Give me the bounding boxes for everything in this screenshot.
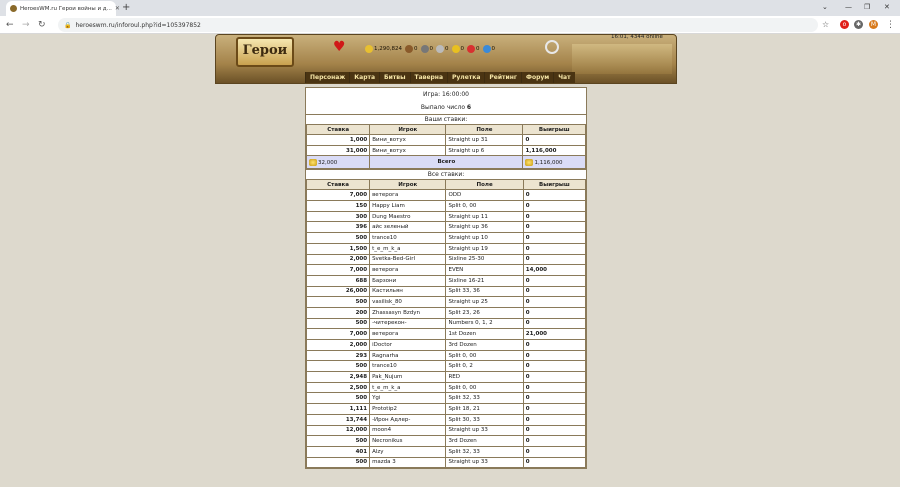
bet-amount: 300 xyxy=(307,211,370,222)
bet-amount: 500 xyxy=(307,297,370,308)
bet-field: Straight up 19 xyxy=(446,243,523,254)
column-header: Ставка xyxy=(307,180,370,190)
player-name[interactable]: moon4 xyxy=(370,425,446,436)
bet-amount: 2,948 xyxy=(307,372,370,383)
extension-icon[interactable]: o xyxy=(840,20,849,29)
table-row xyxy=(307,275,586,286)
table-row xyxy=(307,318,586,329)
winnings: 21,000 xyxy=(523,329,585,340)
winnings: 0 xyxy=(523,393,585,404)
table-row xyxy=(307,382,586,393)
bet-field: Sixline 16-21 xyxy=(446,275,523,286)
my-bets-title: Ваши ставки: xyxy=(306,114,586,124)
table-row xyxy=(307,211,586,222)
bet-amount: 500 xyxy=(307,361,370,372)
game-page xyxy=(0,34,900,487)
bookmark-star-icon[interactable]: ☆ xyxy=(822,20,830,29)
profile-avatar[interactable]: M xyxy=(870,21,877,28)
table-row xyxy=(307,297,586,308)
gold-icon xyxy=(365,45,373,53)
player-name[interactable]: Ragnarha xyxy=(370,350,446,361)
result-number: 6 xyxy=(466,104,472,111)
column-header: Ставка xyxy=(307,125,370,135)
player-name[interactable]: mazda 3 xyxy=(370,457,446,468)
player-name[interactable]: Pak_Nujum xyxy=(370,372,446,383)
table-row xyxy=(307,286,586,297)
bet-field: EVEN xyxy=(446,265,523,276)
bet-field: ODD xyxy=(446,190,523,201)
ore-resource: 0 xyxy=(421,45,434,53)
bet-amount: 500 xyxy=(307,457,370,468)
player-name[interactable]: Ygi xyxy=(370,393,446,404)
bet-field: Split 0, 00 xyxy=(446,382,523,393)
player-name[interactable]: Svetka-Bed-Girl xyxy=(370,254,446,265)
table-row xyxy=(307,222,586,233)
new-tab-button[interactable]: + xyxy=(122,2,131,13)
bet-amount: 150 xyxy=(307,201,370,212)
winnings: 0 xyxy=(523,372,585,383)
column-header: Поле xyxy=(446,125,523,135)
player-name[interactable]: Necronikus xyxy=(370,436,446,447)
winnings: 0 xyxy=(523,404,585,415)
resource-bar xyxy=(365,43,495,55)
player-name[interactable]: -Ирон Адлер- xyxy=(370,414,446,425)
all-bets-table xyxy=(306,179,586,468)
sulfur-resource: 0 xyxy=(452,45,465,53)
maximize-button[interactable]: ❐ xyxy=(864,3,871,11)
wood-icon xyxy=(405,45,413,53)
player-name[interactable]: Zhassasyn Bzdyn xyxy=(370,307,446,318)
player-name[interactable]: Кастильян xyxy=(370,286,446,297)
winnings: 0 xyxy=(523,340,585,351)
bet-amount: 293 xyxy=(307,350,370,361)
column-header: Выигрыш xyxy=(523,180,585,190)
site-favicon-icon xyxy=(10,5,17,12)
table-row xyxy=(307,340,586,351)
bet-field: Split 0, 2 xyxy=(446,361,523,372)
mercury-resource: 0 xyxy=(436,45,449,53)
gold-icon xyxy=(525,159,533,166)
menu-map[interactable]: Карта xyxy=(349,72,379,83)
player-name[interactable]: t_e_m_k_a xyxy=(370,243,446,254)
table-row xyxy=(307,436,586,447)
browser-tab[interactable] xyxy=(6,1,120,16)
player-name[interactable]: Вини_вотух xyxy=(370,135,446,146)
winnings: 0 xyxy=(523,350,585,361)
table-row xyxy=(307,233,586,244)
winnings: 0 xyxy=(523,318,585,329)
bet-amount: 31,000 xyxy=(307,145,370,156)
extensions-puzzle-icon[interactable]: ✱ xyxy=(855,21,862,28)
castle-decoration xyxy=(572,44,672,74)
table-row xyxy=(307,135,586,146)
crystal-resource: 0 xyxy=(467,45,480,53)
winnings: 0 xyxy=(523,436,585,447)
game-result: Выпало число 6 xyxy=(420,104,472,111)
player-name[interactable]: Вини_вотух xyxy=(370,145,446,156)
bet-field: Straight up 31 xyxy=(446,135,523,146)
all-bets-title: Все ставки: xyxy=(306,169,586,179)
bet-field: Straight up 10 xyxy=(446,233,523,244)
gold-resource: 1,290,824 xyxy=(365,45,402,53)
url-input[interactable] xyxy=(58,18,818,32)
bet-field: Straight up 11 xyxy=(446,211,523,222)
winnings: 0 xyxy=(523,286,585,297)
mercury-icon xyxy=(436,45,444,53)
winnings: 0 xyxy=(523,297,585,308)
menu-roulette[interactable]: Рулетка xyxy=(447,72,484,83)
bet-amount: 500 xyxy=(307,393,370,404)
forward-button[interactable]: → xyxy=(22,20,30,30)
tab-title: HeroesWM.ru Герои войны и д... xyxy=(20,5,112,12)
winnings: 0 xyxy=(523,190,585,201)
bet-amount: 396 xyxy=(307,222,370,233)
player-name[interactable]: ветерога xyxy=(370,329,446,340)
main-menu xyxy=(305,72,575,83)
table-row xyxy=(307,329,586,340)
table-row xyxy=(307,446,586,457)
total-label: Всего xyxy=(370,156,523,169)
wood-resource: 0 xyxy=(405,45,418,53)
winnings: 0 xyxy=(523,414,585,425)
table-row xyxy=(307,372,586,383)
player-name[interactable]: айс зеленый xyxy=(370,222,446,233)
column-header: Игрок xyxy=(370,125,446,135)
bet-amount: 1,500 xyxy=(307,243,370,254)
server-status: 16:01, 4344 online xyxy=(611,34,663,40)
bet-field: Split 32, 33 xyxy=(446,446,523,457)
bet-amount: 13,744 xyxy=(307,414,370,425)
bet-field: Straight up 33 xyxy=(446,457,523,468)
my-bets-table xyxy=(306,124,586,169)
player-name[interactable]: trance10 xyxy=(370,361,446,372)
ore-icon xyxy=(421,45,429,53)
column-header: Поле xyxy=(446,180,523,190)
table-row xyxy=(307,190,586,201)
bet-amount: 7,000 xyxy=(307,265,370,276)
bet-amount: 200 xyxy=(307,307,370,318)
bet-field: Split 0, 00 xyxy=(446,350,523,361)
winnings: 1,116,000 xyxy=(523,145,586,156)
table-row xyxy=(307,457,586,468)
table-row xyxy=(307,393,586,404)
winnings: 0 xyxy=(523,361,585,372)
bet-amount: 688 xyxy=(307,275,370,286)
bet-amount: 500 xyxy=(307,436,370,447)
winnings: 0 xyxy=(523,382,585,393)
winnings: 14,000 xyxy=(523,265,585,276)
player-name[interactable]: iDoctor xyxy=(370,340,446,351)
bet-amount: 1,111 xyxy=(307,404,370,415)
menu-tavern[interactable]: Таверна xyxy=(410,72,448,83)
roulette-results-panel xyxy=(305,87,587,469)
player-name[interactable]: ветерога xyxy=(370,190,446,201)
winnings: 0 xyxy=(523,254,585,265)
table-row xyxy=(307,414,586,425)
winnings: 0 xyxy=(523,275,585,286)
winnings: 0 xyxy=(523,243,585,254)
bet-amount: 401 xyxy=(307,446,370,457)
back-button[interactable]: ← xyxy=(6,20,14,30)
tab-search-icon[interactable]: ⌄ xyxy=(822,3,828,11)
bet-amount: 2,000 xyxy=(307,340,370,351)
lock-icon: 🔒 xyxy=(64,21,72,29)
game-info xyxy=(306,88,586,114)
gold-icon xyxy=(309,159,317,166)
browser-menu-icon[interactable]: ⋮ xyxy=(886,20,895,30)
table-row xyxy=(307,243,586,254)
player-name[interactable]: Prototip2 xyxy=(370,404,446,415)
table-row xyxy=(307,265,586,276)
winnings: 0 xyxy=(523,425,585,436)
bet-field: Split 32, 33 xyxy=(446,393,523,404)
table-row xyxy=(307,361,586,372)
menu-forum[interactable]: Форум xyxy=(521,72,553,83)
player-name[interactable]: Барзони xyxy=(370,275,446,286)
health-heart-icon: ♥ xyxy=(333,39,346,55)
bet-amount: 12,000 xyxy=(307,425,370,436)
winnings: 0 xyxy=(523,457,585,468)
player-name[interactable]: -читерекон- xyxy=(370,318,446,329)
close-tab-icon[interactable]: ✕ xyxy=(114,5,120,12)
reload-button[interactable]: ↻ xyxy=(38,20,46,30)
player-name[interactable]: ветерога xyxy=(370,265,446,276)
bet-amount: 7,000 xyxy=(307,329,370,340)
winnings: 0 xyxy=(523,233,585,244)
menu-character[interactable]: Персонаж xyxy=(305,72,349,83)
player-name[interactable]: vasilisk_80 xyxy=(370,297,446,308)
player-name[interactable]: Alzy xyxy=(370,446,446,457)
table-row xyxy=(307,254,586,265)
bet-field: 1st Dozen xyxy=(446,329,523,340)
address-bar-row xyxy=(0,16,900,34)
bet-amount: 500 xyxy=(307,233,370,244)
bet-field: Sixline 25-30 xyxy=(446,254,523,265)
winnings: 0 xyxy=(523,201,585,212)
winnings: 0 xyxy=(523,135,586,146)
player-name[interactable]: t_e_m_k_a xyxy=(370,382,446,393)
player-name[interactable]: trance10 xyxy=(370,233,446,244)
bet-amount: 2,500 xyxy=(307,382,370,393)
close-window-button[interactable]: ✕ xyxy=(884,3,890,11)
bet-field: RED xyxy=(446,372,523,383)
bet-amount: 26,000 xyxy=(307,286,370,297)
winnings: 0 xyxy=(523,446,585,457)
bet-field: Numbers 0, 1, 2 xyxy=(446,318,523,329)
bet-amount: 500 xyxy=(307,318,370,329)
bet-field: Straight up 25 xyxy=(446,297,523,308)
bet-amount: 2,000 xyxy=(307,254,370,265)
table-row xyxy=(307,404,586,415)
menu-rating[interactable]: Рейтинг xyxy=(484,72,521,83)
table-row xyxy=(307,425,586,436)
crystal-icon xyxy=(467,45,475,53)
bet-field: Split 23, 26 xyxy=(446,307,523,318)
bet-field: 3rd Dozen xyxy=(446,436,523,447)
winnings: 0 xyxy=(523,307,585,318)
url-text: heroeswm.ru/inforoul.php?id=105397852 xyxy=(75,21,201,29)
game-logo[interactable]: Герои xyxy=(236,37,294,67)
sulfur-icon xyxy=(452,45,460,53)
player-name[interactable]: Dung Maestro xyxy=(370,211,446,222)
gems-resource: 0 xyxy=(483,45,496,53)
menu-chat[interactable]: Чат xyxy=(553,72,574,83)
table-row xyxy=(307,307,586,318)
bet-field: Straight up 33 xyxy=(446,425,523,436)
total-stake: 32,000 xyxy=(307,156,370,169)
menu-battles[interactable]: Битвы xyxy=(379,72,409,83)
browser-tab-bar xyxy=(0,0,900,16)
column-header: Выигрыш xyxy=(523,125,586,135)
minimize-button[interactable]: — xyxy=(845,3,852,11)
bet-amount: 1,000 xyxy=(307,135,370,146)
game-time: Игра: 16:00:00 xyxy=(422,91,469,98)
table-row xyxy=(307,145,586,156)
bet-field: 3rd Dozen xyxy=(446,340,523,351)
bet-field: Split 33, 36 xyxy=(446,286,523,297)
gems-icon xyxy=(483,45,491,53)
bet-field: Straight up 6 xyxy=(446,145,523,156)
table-row xyxy=(307,350,586,361)
ring-icon[interactable] xyxy=(545,40,559,54)
bet-field: Split 0, 00 xyxy=(446,201,523,212)
winnings: 0 xyxy=(523,211,585,222)
bet-amount: 7,000 xyxy=(307,190,370,201)
bet-field: Split 18, 21 xyxy=(446,404,523,415)
column-header: Игрок xyxy=(370,180,446,190)
table-row xyxy=(307,201,586,212)
total-row xyxy=(307,156,586,169)
bet-field: Split 30, 33 xyxy=(446,414,523,425)
winnings: 0 xyxy=(523,222,585,233)
total-win: 1,116,000 xyxy=(523,156,586,169)
player-name[interactable]: Happy Liam xyxy=(370,201,446,212)
bet-field: Straight up 36 xyxy=(446,222,523,233)
